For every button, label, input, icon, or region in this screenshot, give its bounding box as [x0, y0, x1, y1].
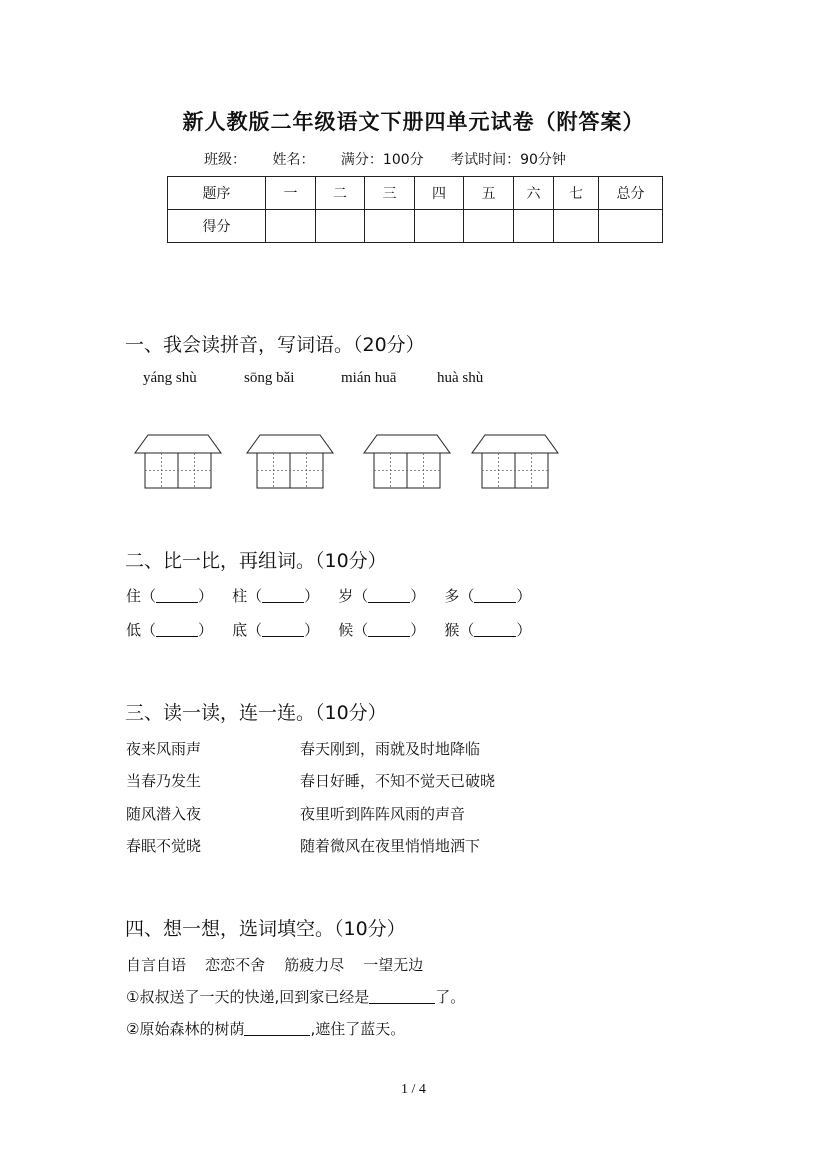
score-table-score-row	[168, 210, 663, 243]
header-cell: 总分	[599, 177, 663, 210]
header-cell: 五	[464, 177, 514, 210]
match-right-3[interactable]: 夜里听到阵阵风雨的声音	[300, 805, 466, 823]
char-label: ）	[410, 587, 426, 605]
header-cell: 一	[266, 177, 316, 210]
match-right-4[interactable]: 随着微风在夜里悄悄地洒下	[300, 837, 481, 855]
score-table-header-row	[168, 177, 663, 210]
match-left-2[interactable]: 当春乃发生	[126, 772, 202, 790]
char-label: 多（	[444, 587, 475, 605]
answer-blank[interactable]	[156, 622, 198, 637]
word-option: 恋恋不舍	[205, 956, 266, 974]
section4-heading: 四、想一想，选词填空。（10分）	[125, 918, 406, 940]
char-label: ）	[516, 587, 532, 605]
score-cell[interactable]	[464, 210, 514, 243]
answer-blank[interactable]	[262, 622, 304, 637]
score-cell[interactable]	[365, 210, 415, 243]
char-label: ）	[304, 587, 320, 605]
char-label: ）	[516, 621, 532, 639]
word-bank	[126, 954, 423, 975]
char-label: ）	[198, 621, 214, 639]
char-label: 低（	[126, 621, 157, 639]
section3-heading: 三、读一读，连一连。（10分）	[125, 702, 387, 724]
char-label: ）	[410, 621, 426, 639]
exam-info	[204, 149, 588, 169]
score-cell[interactable]	[599, 210, 663, 243]
match-left-4[interactable]: 春眠不觉晓	[126, 837, 202, 855]
char-label: 柱（	[232, 587, 263, 605]
writing-house-box-3[interactable]	[363, 434, 451, 490]
pinyin-3: mián huā	[341, 370, 397, 386]
section2-heading: 二、比一比，再组词。（10分）	[125, 550, 387, 572]
full-score: 满分：100分	[340, 152, 424, 168]
pinyin-2: sōng bǎi	[244, 370, 295, 386]
score-cell[interactable]	[554, 210, 599, 243]
question-text: ,遮住了蓝天。	[310, 1020, 406, 1038]
char-label: 底（	[232, 621, 263, 639]
char-label: 候（	[338, 621, 369, 639]
page-title: 新人教版二年级语文下册四单元试卷（附答案）	[182, 109, 645, 134]
fill-question-2	[126, 1018, 405, 1039]
score-table	[167, 176, 663, 243]
question-text: 了。	[435, 988, 466, 1006]
name-label: 姓名：	[272, 152, 315, 168]
answer-blank[interactable]	[369, 989, 435, 1004]
writing-house-box-4[interactable]	[471, 434, 559, 490]
answer-blank[interactable]	[474, 622, 516, 637]
exam-time: 考试时间：90分钟	[450, 152, 566, 168]
section1-heading: 一、我会读拼音，写词语。（20分）	[125, 334, 425, 356]
answer-blank[interactable]	[244, 1021, 310, 1036]
score-cell[interactable]	[266, 210, 316, 243]
compare-row-1	[126, 585, 531, 606]
pinyin-1: yáng shù	[143, 370, 197, 386]
char-label: ）	[304, 621, 320, 639]
match-right-2[interactable]: 春日好睡，不知不觉天已破晓	[300, 772, 496, 790]
match-right-1[interactable]: 春天刚到，雨就及时地降临	[300, 740, 481, 758]
answer-blank[interactable]	[474, 588, 516, 603]
writing-house-box-1[interactable]	[134, 434, 222, 490]
answer-blank[interactable]	[368, 622, 410, 637]
compare-row-2	[126, 619, 531, 640]
match-left-3[interactable]: 随风潜入夜	[126, 805, 202, 823]
word-option: 自言自语	[126, 956, 187, 974]
char-label: 住（	[126, 587, 157, 605]
score-cell[interactable]	[316, 210, 365, 243]
word-option: 筋疲力尽	[284, 956, 345, 974]
score-cell[interactable]	[415, 210, 464, 243]
fill-question-1	[126, 986, 465, 1007]
writing-house-box-2[interactable]	[246, 434, 334, 490]
header-cell: 二	[316, 177, 365, 210]
char-label: 猴（	[444, 621, 475, 639]
header-cell: 三	[365, 177, 415, 210]
char-label: 岁（	[338, 587, 369, 605]
question-text: ①叔叔送了一天的快递,回到家已经是	[126, 988, 370, 1006]
pinyin-4: huà shù	[437, 370, 484, 386]
score-cell[interactable]	[514, 210, 554, 243]
page-number: 1 / 4	[401, 1082, 426, 1097]
answer-blank[interactable]	[156, 588, 198, 603]
class-label: 班级：	[204, 152, 246, 168]
header-cell: 七	[554, 177, 599, 210]
header-cell: 六	[514, 177, 554, 210]
char-label: ）	[198, 587, 214, 605]
header-cell: 题序	[168, 177, 266, 210]
header-cell: 四	[415, 177, 464, 210]
question-text: ②原始森林的树荫	[126, 1020, 245, 1038]
match-left-1[interactable]: 夜来风雨声	[126, 740, 202, 758]
answer-blank[interactable]	[262, 588, 304, 603]
answer-blank[interactable]	[368, 588, 410, 603]
word-option: 一望无边	[363, 956, 424, 974]
score-row-label: 得分	[168, 210, 266, 243]
